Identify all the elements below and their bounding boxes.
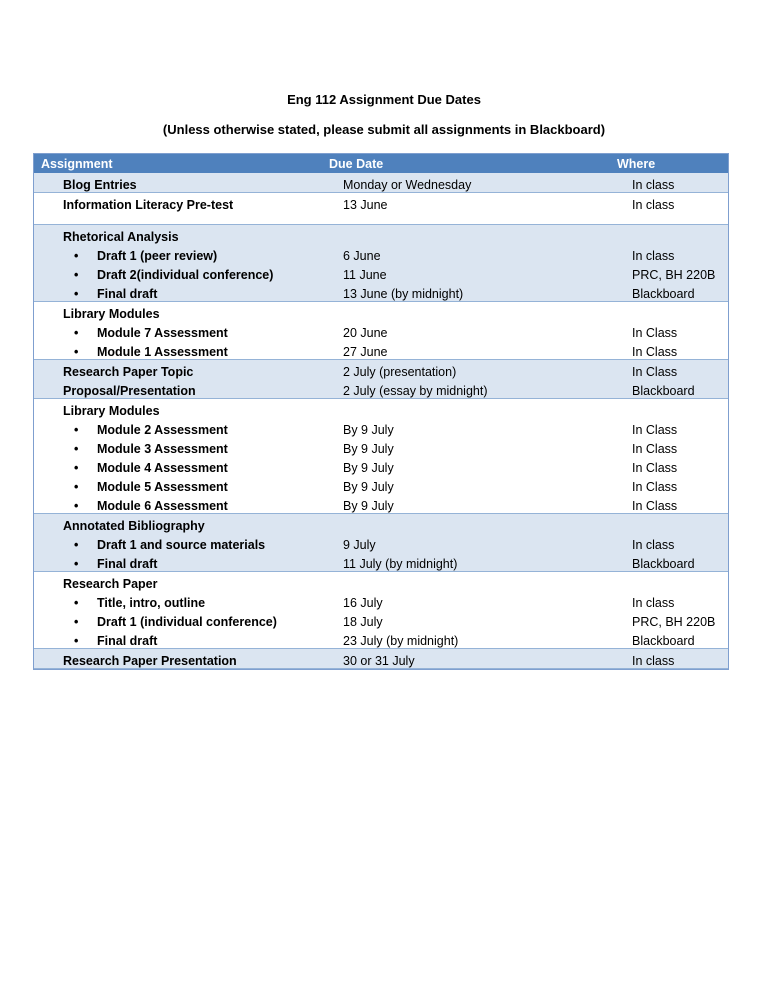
assignment-subitem: • Draft 1 (individual conference)	[34, 615, 343, 629]
table-row	[34, 649, 728, 668]
where-cell: Blackboard	[632, 634, 695, 648]
table-row	[34, 399, 728, 418]
where-cell: In Class	[632, 345, 678, 359]
document-subtitle: (Unless otherwise stated, please submit all assignments in Blackboard)	[162, 122, 606, 137]
table-row-group	[34, 302, 728, 360]
table-row	[34, 340, 728, 359]
due-date-cell: By 9 July	[343, 480, 394, 494]
due-date-cell: 11 June	[343, 268, 387, 282]
where-cell: In Class	[632, 442, 678, 456]
table-row-group	[34, 399, 728, 514]
where-cell: PRC, BH 220B	[632, 615, 716, 629]
table-row	[34, 514, 728, 533]
table-body	[34, 173, 728, 669]
assignment-subitem: • Final draft	[34, 287, 343, 301]
due-date-cell: 2 July (essay by midnight)	[343, 384, 488, 398]
due-date-cell: By 9 July	[343, 461, 394, 475]
table-row	[34, 572, 728, 591]
table-row	[34, 360, 728, 379]
where-cell: In Class	[632, 499, 678, 513]
table-row-group	[34, 572, 728, 649]
table-row	[34, 282, 728, 301]
where-cell: In class	[632, 596, 675, 610]
due-date-cell: 11 July (by midnight)	[343, 557, 458, 571]
table-row	[34, 193, 728, 212]
due-date-cell: By 9 July	[343, 442, 394, 456]
assignment-subitem: • Module 6 Assessment	[34, 499, 343, 513]
table-row	[34, 321, 728, 340]
assignment-subitem: • Final draft	[34, 557, 343, 571]
due-date-cell: 2 July (presentation)	[343, 365, 457, 379]
where-cell: Blackboard	[632, 287, 695, 301]
assignment-subitem: • Draft 1 and source materials	[34, 538, 343, 552]
due-date-cell: By 9 July	[343, 423, 394, 437]
header-assignment: Assignment	[41, 156, 113, 171]
assignment-cell: Blog Entries	[63, 178, 137, 192]
where-cell: In class	[632, 198, 675, 212]
due-date-cell: 27 June	[343, 345, 388, 359]
table-row	[34, 494, 728, 513]
table-row	[34, 533, 728, 552]
table-row	[34, 552, 728, 571]
table-row	[34, 437, 728, 456]
due-date-cell: 6 June	[343, 249, 381, 263]
table-row-group	[34, 360, 728, 399]
assignment-cell: Research Paper	[63, 577, 158, 591]
table-row	[34, 379, 728, 398]
table-row	[34, 591, 728, 610]
assignment-subitem: • Module 3 Assessment	[34, 442, 343, 456]
table-row	[34, 418, 728, 437]
where-cell: In Class	[632, 461, 678, 475]
where-cell: In Class	[632, 326, 678, 340]
assignment-subitem: • Module 1 Assessment	[34, 345, 343, 359]
where-cell: In class	[632, 538, 675, 552]
due-date-cell: 20 June	[343, 326, 388, 340]
where-cell: In Class	[632, 480, 678, 494]
assignment-subitem: • Module 4 Assessment	[34, 461, 343, 475]
table-row	[34, 302, 728, 321]
assignment-cell: Proposal/Presentation	[63, 384, 196, 398]
due-dates-table	[33, 153, 729, 670]
table-row-group	[34, 173, 728, 193]
assignment-subitem: • Draft 1 (peer review)	[34, 249, 343, 263]
assignment-subitem: • Module 7 Assessment	[34, 326, 343, 340]
due-date-cell: 18 July	[343, 615, 383, 629]
assignment-cell: Rhetorical Analysis	[63, 230, 179, 244]
table-row	[34, 475, 728, 494]
where-cell: In class	[632, 178, 675, 192]
table-row	[34, 173, 728, 192]
where-cell: Blackboard	[632, 384, 695, 398]
header-due-date: Due Date	[329, 156, 384, 171]
table-row-group	[34, 225, 728, 302]
assignment-subitem: • Final draft	[34, 634, 343, 648]
table-row	[34, 629, 728, 648]
header-where: Where	[617, 156, 656, 171]
table-row	[34, 456, 728, 475]
table-row-group	[34, 649, 728, 669]
assignment-subitem: • Title, intro, outline	[34, 596, 343, 610]
due-date-cell: 13 June (by midnight)	[343, 287, 464, 301]
where-cell: PRC, BH 220B	[632, 268, 716, 282]
due-date-cell: 16 July	[343, 596, 383, 610]
due-date-cell: 13 June	[343, 198, 388, 212]
table-row-group	[34, 193, 728, 225]
due-date-cell: By 9 July	[343, 499, 394, 513]
table-row	[34, 225, 728, 244]
assignment-subitem: • Draft 2(individual conference)	[34, 268, 343, 282]
table-header	[34, 154, 728, 173]
table-row-group	[34, 514, 728, 572]
assignment-cell: Information Literacy Pre-test	[63, 198, 234, 212]
document-title: Eng 112 Assignment Due Dates	[287, 92, 481, 107]
where-cell: In class	[632, 654, 675, 668]
assignment-cell: Library Modules	[63, 307, 160, 321]
assignment-cell: Research Paper Topic	[63, 365, 194, 379]
due-date-cell: 23 July (by midnight)	[343, 634, 459, 648]
where-cell: In Class	[632, 365, 678, 379]
due-date-cell: Monday or Wednesday	[343, 178, 472, 192]
where-cell: In Class	[632, 423, 678, 437]
table-row	[34, 610, 728, 629]
where-cell: Blackboard	[632, 557, 695, 571]
assignment-subitem: • Module 5 Assessment	[34, 480, 343, 494]
assignment-cell: Library Modules	[63, 404, 160, 418]
assignment-subitem: • Module 2 Assessment	[34, 423, 343, 437]
due-date-cell: 30 or 31 July	[343, 654, 415, 668]
table-row	[34, 263, 728, 282]
assignment-cell: Annotated Bibliography	[63, 519, 205, 533]
where-cell: In class	[632, 249, 675, 263]
table-spacer-row	[34, 212, 728, 224]
assignment-cell: Research Paper Presentation	[63, 654, 237, 668]
table-row	[34, 244, 728, 263]
due-date-cell: 9 July	[343, 538, 376, 552]
